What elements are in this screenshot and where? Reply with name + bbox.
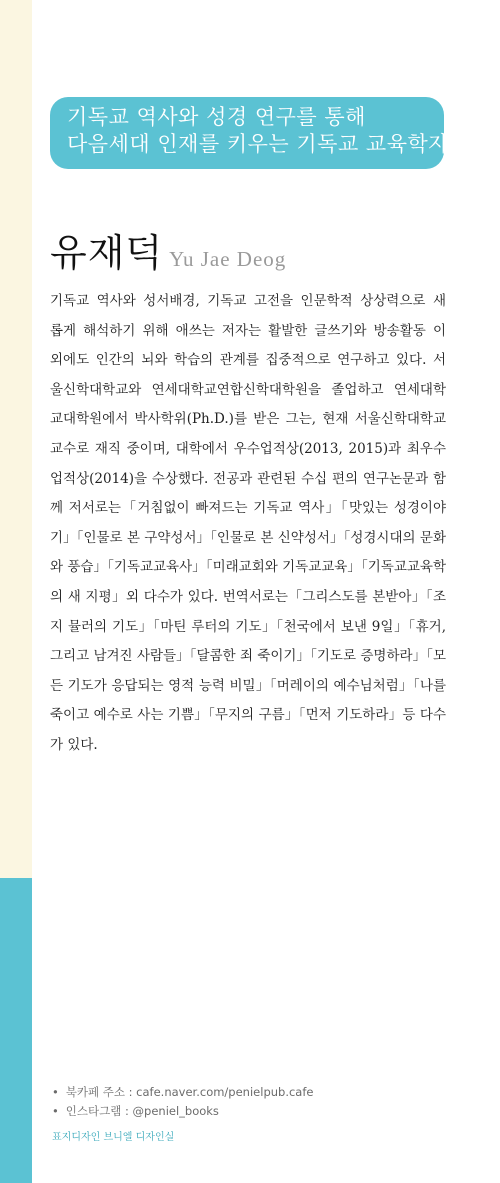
bio-line: 업적상(2014)을 수상했다. 전공과 관련된 수십 편의 연구논문과 함 [50, 470, 446, 487]
bio-line: 울신학대학교와 연세대학교연합신학대학원을 졸업하고 연세대학 [50, 381, 446, 398]
bio-line: 가 있다. [50, 736, 98, 753]
bio-line: 교수로 재직 중이며, 대학에서 우수업적상(2013, 2015)과 최우수 [50, 440, 446, 457]
cover-design-credit: 표지디자인 브니엘 디자인실 [52, 1132, 175, 1143]
bio-line: 죽이고 예수로 사는 기쁨」「무지의 구름」「먼저 기도하라」등 다수 [50, 707, 446, 724]
contact-item: • 인스타그램 : @peniel_books [52, 1102, 313, 1121]
bio-line: 롭게 해석하기 위해 애쓰는 저자는 활발한 글쓰기와 방송활동 이 [50, 322, 446, 339]
side-strip-cream [0, 0, 32, 878]
bio-line: 기독교 역사와 성서배경, 기독교 고전을 인문학적 상상력으로 새 [50, 293, 446, 309]
author-bio [50, 287, 446, 761]
bio-line: 와 풍습」「기독교교육사」「미래교회와 기독교교육」「기독교교육학 [50, 559, 446, 576]
contact-item: • 북카페 주소 : cafe.naver.com/penielpub.cafe [52, 1083, 313, 1102]
bio-line: 교대학원에서 박사학위(Ph.D.)를 받은 그는, 현재 서울신학대학교 [50, 411, 446, 428]
contact-list [52, 1083, 313, 1120]
tagline-line-1: 기독교 역사와 성경 연구를 통해 [67, 105, 366, 129]
bio-line: 께 저서로는「거침없이 빠져드는 기독교 역사」「맛있는 성경이야 [50, 500, 446, 517]
bio-line: 기」「인물로 본 구약성서」「인물로 본 신약성서」「성경시대의 문화 [50, 529, 446, 546]
author-name-english: Yu Jae Deog [169, 247, 287, 271]
bio-line: 든 기도가 응답되는 영적 능력 비밀」「머레이의 예수님처럼」「나를 [50, 677, 446, 694]
side-strip-accent [0, 878, 32, 1183]
tagline-box [50, 97, 450, 169]
bio-line: 의 새 지평」외 다수가 있다. 번역서로는「그리스도를 본받아」「조 [50, 588, 446, 605]
author-name-korean: 유재덕 [50, 231, 164, 275]
tagline-line-2: 다음세대 인재를 키우는 기독교 교육학자 [67, 132, 450, 156]
bio-line: 외에도 인간의 뇌와 학습의 관계를 집중적으로 연구하고 있다. 서 [50, 352, 446, 369]
bio-line: 지 뮬러의 기도」「마틴 루터의 기도」「천국에서 보낸 9일」「휴거, [50, 618, 446, 635]
author-heading [50, 222, 286, 277]
bio-line: 그리고 남겨진 사람들」「달콤한 죄 죽이기」「기도로 증명하라」「모 [50, 648, 446, 665]
